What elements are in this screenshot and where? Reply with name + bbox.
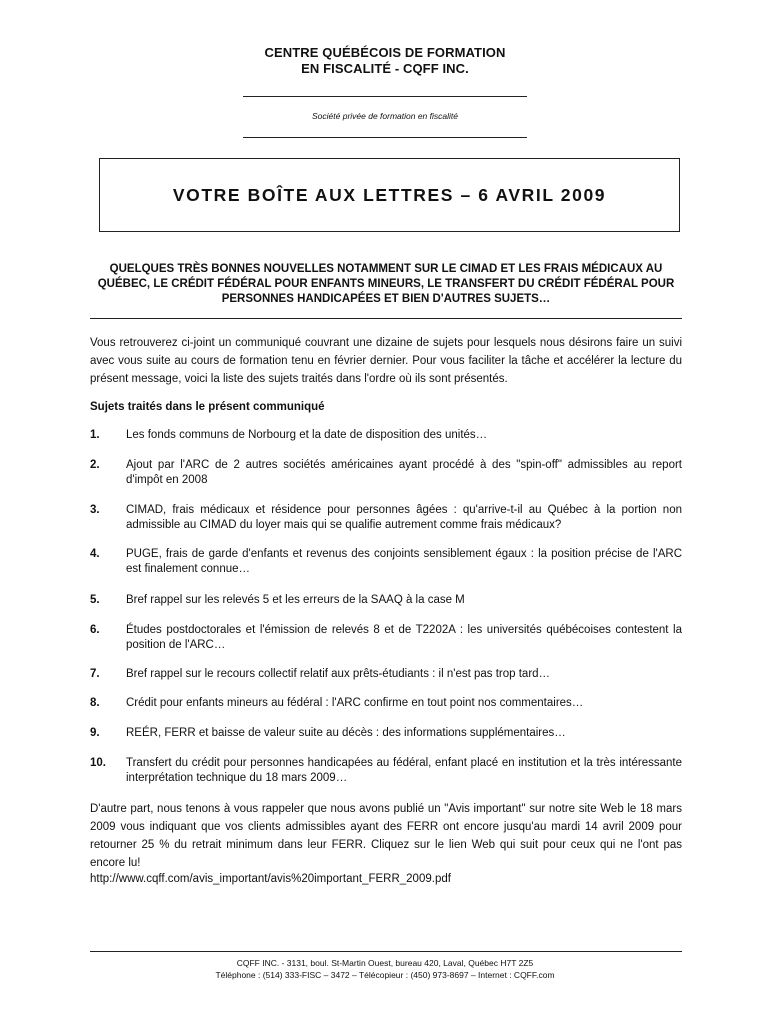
item-number: 4. [90, 548, 100, 560]
list-item [90, 547, 682, 577]
list-item [90, 696, 682, 711]
item-number: 6. [90, 624, 100, 636]
section-heading: Sujets traités dans le présent communiqué [90, 401, 325, 413]
list-item [90, 458, 682, 488]
org-name-line1: CENTRE QUÉBÉCOIS DE FORMATION [264, 45, 506, 60]
item-number: 7. [90, 668, 100, 680]
org-name-line2: EN FISCALITÉ - CQFF INC. [301, 61, 469, 76]
item-text: PUGE, frais de garde d'enfants et revenus des conjoints sensiblement égaux : la position précise de l'ARC est finalement connue… [126, 548, 682, 575]
list-item [90, 428, 682, 443]
page-title: VOTRE BOÎTE AUX LETTRES – 6 AVRIL 2009 [172, 184, 607, 205]
item-text: REÉR, FERR et baisse de valeur suite au décès : des informations supplémentaires… [126, 727, 566, 739]
item-text: Transfert du crédit pour personnes handicapées au fédéral, enfant placé en institution et la très intéressante interprétation technique du 18 mars 2009… [126, 757, 682, 784]
item-number: 10. [90, 757, 106, 769]
list-item [90, 756, 682, 786]
item-number: 1. [90, 429, 100, 441]
item-number: 8. [90, 697, 100, 709]
item-text: Crédit pour enfants mineurs au fédéral : l'ARC confirme en tout point nos commentaires… [126, 697, 584, 709]
footer-contact: Téléphone : (514) 333-FISC – 3472 – Télécopieur : (450) 973-8697 – Internet : CQFF.com [215, 970, 555, 980]
list-item [90, 503, 682, 533]
item-text: Bref rappel sur le recours collectif relatif aux prêts-étudiants : il n'est pas trop tard… [126, 668, 551, 680]
footer-divider [90, 951, 682, 952]
item-text: CIMAD, frais médicaux et résidence pour personnes âgées : qu'arrive-t-il au Québec à la portion non admissible au CIMAD du loyer mais qui se qualifie autrement comme frais médicaux? [126, 504, 682, 531]
headline-divider [90, 318, 682, 319]
item-number: 3. [90, 504, 100, 516]
item-number: 9. [90, 727, 100, 739]
list-item [90, 593, 682, 608]
pdf-link[interactable]: http://www.cqff.com/avis_important/avis%20important_FERR_2009.pdf [90, 873, 451, 885]
item-text: Bref rappel sur les relevés 5 et les erreurs de la SAAQ à la case M [126, 594, 465, 606]
list-item [90, 667, 682, 682]
header-divider-top [243, 96, 527, 97]
item-text: Ajout par l'ARC de 2 autres sociétés américaines ayant procédé à des "spin-off" admissibles au report d'impôt en 2008 [126, 459, 682, 486]
item-text: Études postdoctorales et l'émission de relevés 8 et de T2202A : les universités québécoises contestent la position de l'ARC… [126, 624, 682, 651]
list-item [90, 726, 682, 741]
intro-paragraph: Vous retrouverez ci-joint un communiqué couvrant une dizaine de sujets pour lesquels nous désirons faire un suivi avec vous suite au cours de formation tenu en février dernier. Pour vous faciliter la tâche et accélérer la lecture du présent message, voici la liste des sujets traités dans l'ordre où ils sont présentés. [90, 337, 682, 385]
item-number: 2. [90, 459, 100, 471]
list-item [90, 623, 682, 653]
headline: QUELQUES TRÈS BONNES NOUVELLES NOTAMMENT SUR LE CIMAD ET LES FRAIS MÉDICAUX AU QUÉBEC, LE CRÉDIT FÉDÉRAL POUR ENFANTS MINEURS, LE TRANSFERT DU CRÉDIT FÉDÉRAL POUR PERSONNES HANDICAPÉES ET BIEN D'AUTRES SUJETS… [97, 263, 675, 305]
footer [0, 957, 770, 981]
footer-address: CQFF INC. - 3131, boul. St-Martin Ouest, bureau 420, Laval, Québec H7T 2Z5 [236, 958, 534, 968]
closing-paragraph: D'autre part, nous tenons à vous rappeler que nous avons publié un "Avis important" sur notre site Web le 18 mars 2009 vous indiquant que vos clients admissibles ayant des FERR ont encore jusqu'au mardi 14 avril 2009 pour retourner 25 % du retrait minimum dans leur FERR. Cliquez sur le lien Web qui suit pour ceux qui ne l'ont pas encore lu! [90, 803, 682, 869]
tagline: Société privée de formation en fiscalité [312, 111, 458, 121]
title-box [99, 158, 680, 232]
item-text: Les fonds communs de Norbourg et la date de disposition des unités… [126, 429, 488, 441]
item-number: 5. [90, 594, 100, 606]
header-divider-bottom [243, 137, 527, 138]
